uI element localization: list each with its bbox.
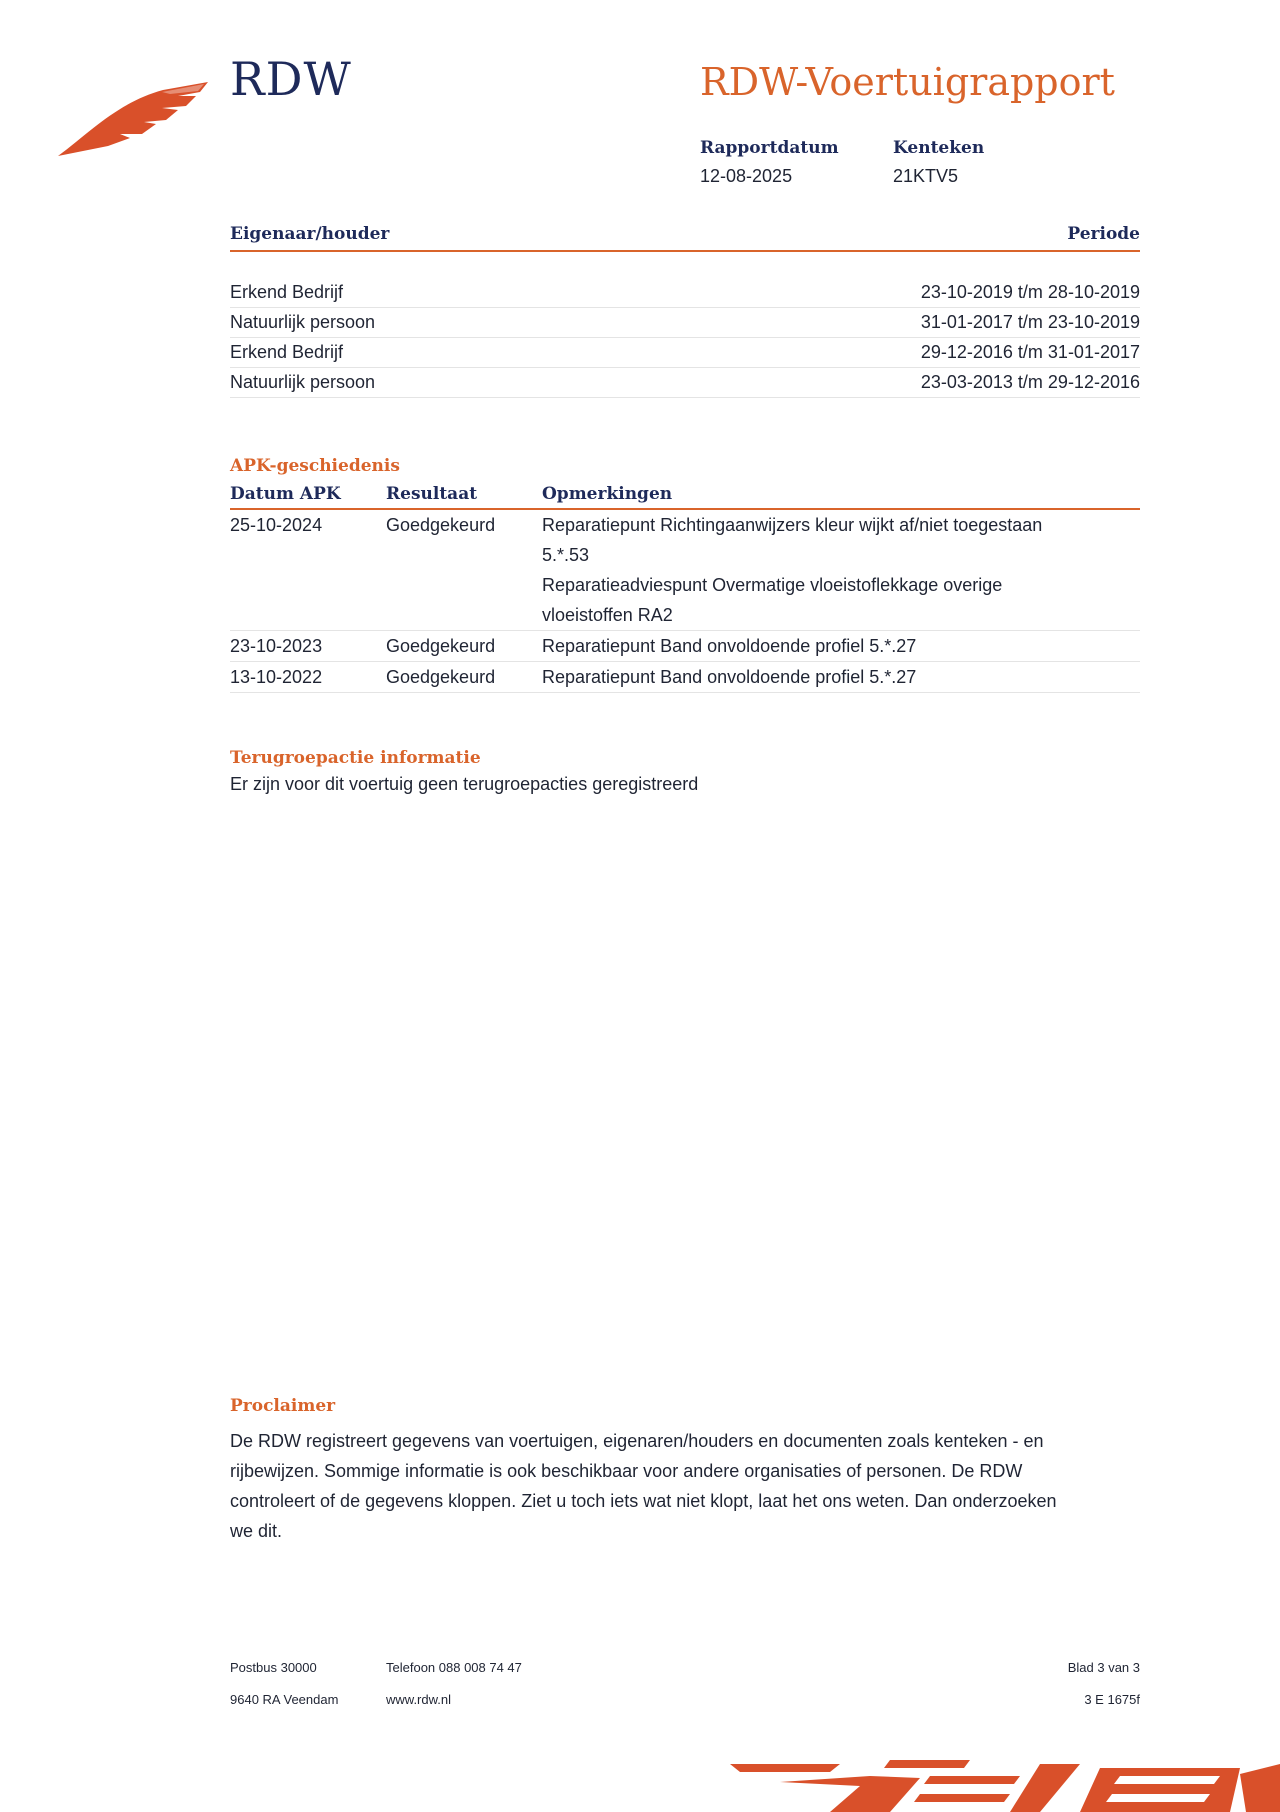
owner-cell: Erkend Bedrijf <box>230 342 344 362</box>
owner-row <box>230 308 1140 338</box>
footer-phone: Telefoon 088 008 74 47 <box>386 1660 522 1675</box>
remark-line: Reparatiepunt Band onvoldoende profiel 5.*.27 <box>542 636 917 656</box>
rdw-wing-logo-icon <box>58 82 208 162</box>
col-remarks-header: Opmerkingen <box>542 484 673 504</box>
owner-cell: Natuurlijk persoon <box>230 312 376 332</box>
period-cell: 29-12-2016 t/m 31-01-2017 <box>920 342 1140 362</box>
apk-remarks-cell <box>542 510 1140 630</box>
remark-line: 5.*.53 <box>542 545 590 565</box>
proclaimer-line: De RDW registreert gegevens van voertuigen, eigenaren/houders en documenten zoals kenteken - en <box>230 1431 1044 1451</box>
owner-table-header <box>230 224 1140 252</box>
owner-history-table <box>230 224 1140 398</box>
plate-block <box>893 138 984 187</box>
proclaimer-line: we dit. <box>230 1521 283 1541</box>
recall-text: Er zijn voor dit voertuig geen terugroepacties geregistreerd <box>230 774 699 794</box>
owner-cell: Natuurlijk persoon <box>230 372 376 392</box>
apk-table-header <box>230 484 1140 510</box>
apk-remarks-cell <box>542 631 1140 661</box>
plate-label: Kenteken <box>893 138 985 158</box>
apk-history-table <box>230 484 1140 693</box>
apk-section-title: APK-geschiedenis <box>230 456 400 476</box>
proclaimer-line: rijbewijzen. Sommige informatie is ook beschikbaar voor andere organisaties of personen. De RDW <box>230 1461 1023 1481</box>
remark-line: Reparatiepunt Band onvoldoende profiel 5.*.27 <box>542 667 917 687</box>
report-title: RDW-Voertuigrapport <box>700 60 1115 104</box>
apk-remarks-cell <box>542 662 1140 692</box>
period-cell: 23-03-2013 t/m 29-12-2016 <box>920 372 1140 392</box>
col-date-header: Datum APK <box>230 484 341 504</box>
apk-row <box>230 662 1140 693</box>
apk-row <box>230 631 1140 662</box>
col-owner-header: Eigenaar/houder <box>230 224 390 244</box>
remark-line: Reparatieadviespunt Overmatige vloeistoflekkage overige <box>542 575 1003 595</box>
orange-stripes-decoration-icon <box>720 1754 1280 1812</box>
report-date-value: 12-08-2025 <box>700 166 793 186</box>
proclaimer-section-title: Proclaimer <box>230 1396 336 1416</box>
footer-doc-code: 3 E 1675f <box>1084 1692 1140 1707</box>
report-date-label: Rapportdatum <box>700 138 839 158</box>
remark-line: Reparatiepunt Richtingaanwijzers kleur wijkt af/niet toegestaan <box>542 515 1043 535</box>
footer-page-number: Blad 3 van 3 <box>1067 1660 1140 1675</box>
apk-date-cell: 13-10-2022 <box>230 667 323 687</box>
brand-name: RDW <box>230 52 352 106</box>
col-period-header: Periode <box>1067 224 1140 244</box>
footer-postbus: Postbus 30000 <box>230 1660 317 1675</box>
proclaimer-text <box>230 1426 1130 1546</box>
apk-date-cell: 25-10-2024 <box>230 515 323 535</box>
owner-cell: Erkend Bedrijf <box>230 282 344 302</box>
period-cell: 23-10-2019 t/m 28-10-2019 <box>920 282 1140 302</box>
footer-website: www.rdw.nl <box>386 1692 452 1707</box>
period-cell: 31-01-2017 t/m 23-10-2019 <box>920 312 1140 332</box>
owner-row <box>230 368 1140 398</box>
apk-row <box>230 510 1140 631</box>
apk-result-cell: Goedgekeurd <box>386 515 496 535</box>
owner-row <box>230 338 1140 368</box>
owner-row <box>230 278 1140 308</box>
plate-value: 21KTV5 <box>893 166 959 186</box>
apk-result-cell: Goedgekeurd <box>386 667 496 687</box>
apk-date-cell: 23-10-2023 <box>230 636 323 656</box>
footer-city: 9640 RA Veendam <box>230 1692 339 1707</box>
col-result-header: Resultaat <box>386 484 478 504</box>
recall-section-title: Terugroepactie informatie <box>230 748 481 768</box>
report-date-block <box>700 138 839 187</box>
proclaimer-line: controleert of de gegevens kloppen. Ziet u toch iets wat niet klopt, laat het ons weten. Dan onderzoeken <box>230 1491 1057 1511</box>
apk-result-cell: Goedgekeurd <box>386 636 496 656</box>
remark-line: vloeistoffen RA2 <box>542 605 673 625</box>
